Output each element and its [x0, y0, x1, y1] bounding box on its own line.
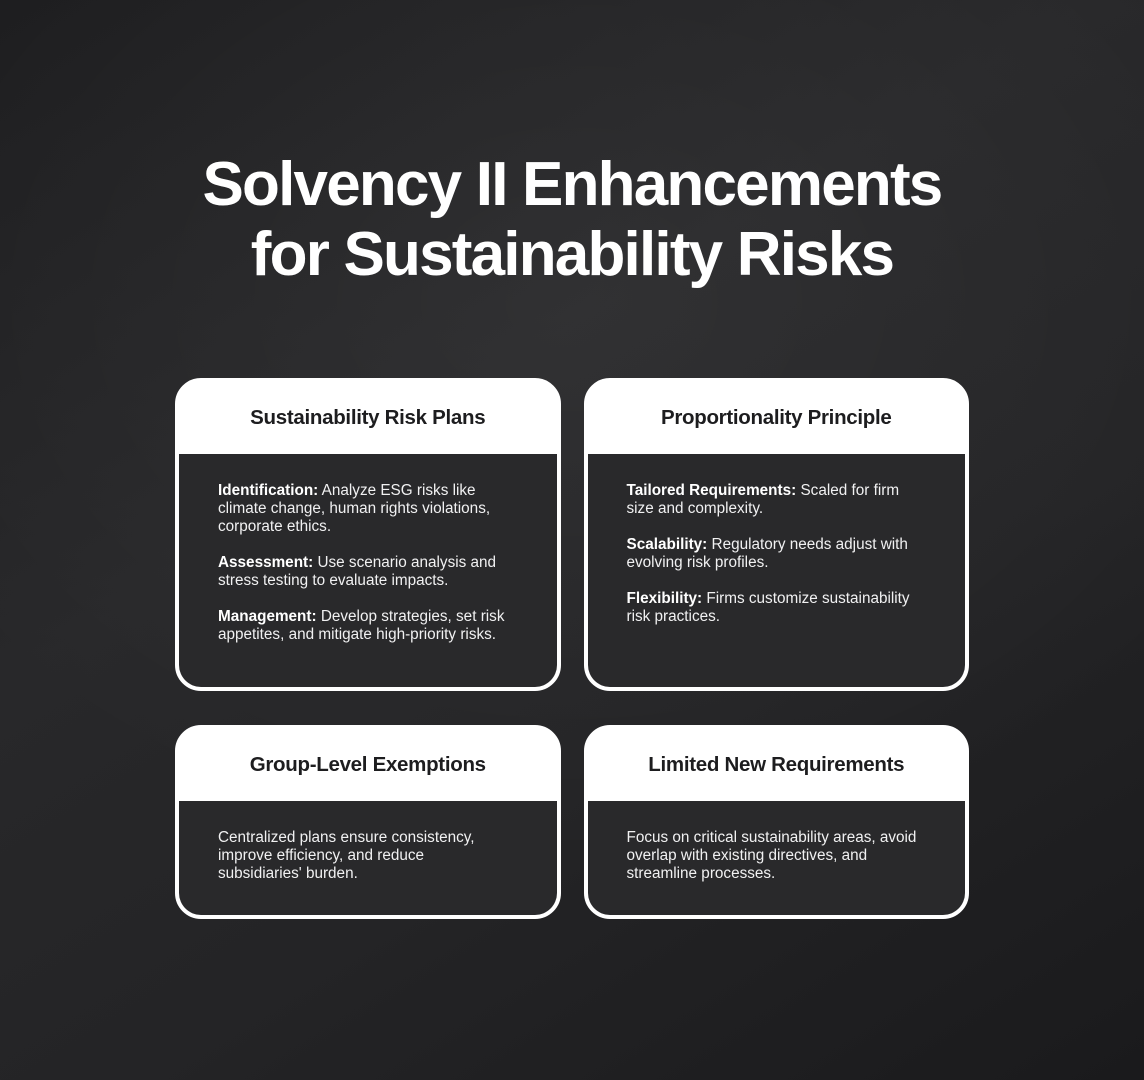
card-body — [179, 454, 557, 687]
paragraph-label: Flexibility: — [626, 590, 703, 607]
card-title: Sustainability Risk Plans — [250, 406, 486, 429]
paragraph-text: Focus on critical sustainability areas, avoid overlap with existing directives, and streamline processes. — [626, 829, 917, 882]
paragraph-text: Use scenario analysis and stress testing to evaluate impacts. — [218, 554, 497, 589]
card-paragraph — [627, 590, 927, 626]
paragraph-text: Scaled for firm size and complexity. — [626, 482, 900, 517]
card-paragraph — [218, 554, 518, 590]
card-body — [179, 801, 557, 915]
card-title: Proportionality Principle — [660, 406, 892, 429]
card-paragraph — [218, 608, 518, 644]
card-proportionality-principle — [584, 378, 970, 691]
card-header — [588, 729, 966, 801]
card-body — [588, 454, 966, 687]
card-paragraph — [627, 482, 927, 518]
paragraph-text: Develop strategies, set risk appetites, and mitigate high-priority risks. — [218, 608, 505, 643]
card-group-level-exemptions — [175, 725, 561, 919]
paragraph-label: Scalability: — [626, 536, 708, 553]
page-title — [0, 0, 1144, 290]
cards-grid — [175, 378, 969, 919]
card-body — [588, 801, 966, 915]
card-paragraph — [627, 536, 927, 572]
card-sustainability-risk-plans — [175, 378, 561, 691]
card-paragraph — [218, 482, 518, 536]
card-header — [588, 382, 966, 454]
page-title-line1: Solvency II Enhancements — [202, 150, 942, 219]
paragraph-text: Analyze ESG risks like climate change, human rights violations, corporate ethics. — [218, 482, 491, 535]
page-title-line2: for Sustainability Risks — [250, 220, 894, 289]
paragraph-label: Assessment: — [218, 554, 314, 571]
card-header — [179, 382, 557, 454]
card-paragraph — [218, 829, 490, 883]
paragraph-label: Tailored Requirements: — [626, 482, 797, 499]
card-header — [179, 729, 557, 801]
paragraph-label: Identification: — [218, 482, 319, 499]
card-paragraph — [627, 829, 927, 883]
card-title: Limited New Requirements — [648, 753, 905, 776]
card-limited-new-requirements — [584, 725, 970, 919]
paragraph-label: Management: — [218, 608, 317, 625]
paragraph-text: Firms customize sustainability risk practices. — [626, 590, 910, 625]
paragraph-text: Regulatory needs adjust with evolving risk profiles. — [626, 536, 908, 571]
card-title: Group-Level Exemptions — [249, 753, 486, 776]
paragraph-text: Centralized plans ensure consistency, improve efficiency, and reduce subsidiaries' burden. — [218, 829, 475, 882]
